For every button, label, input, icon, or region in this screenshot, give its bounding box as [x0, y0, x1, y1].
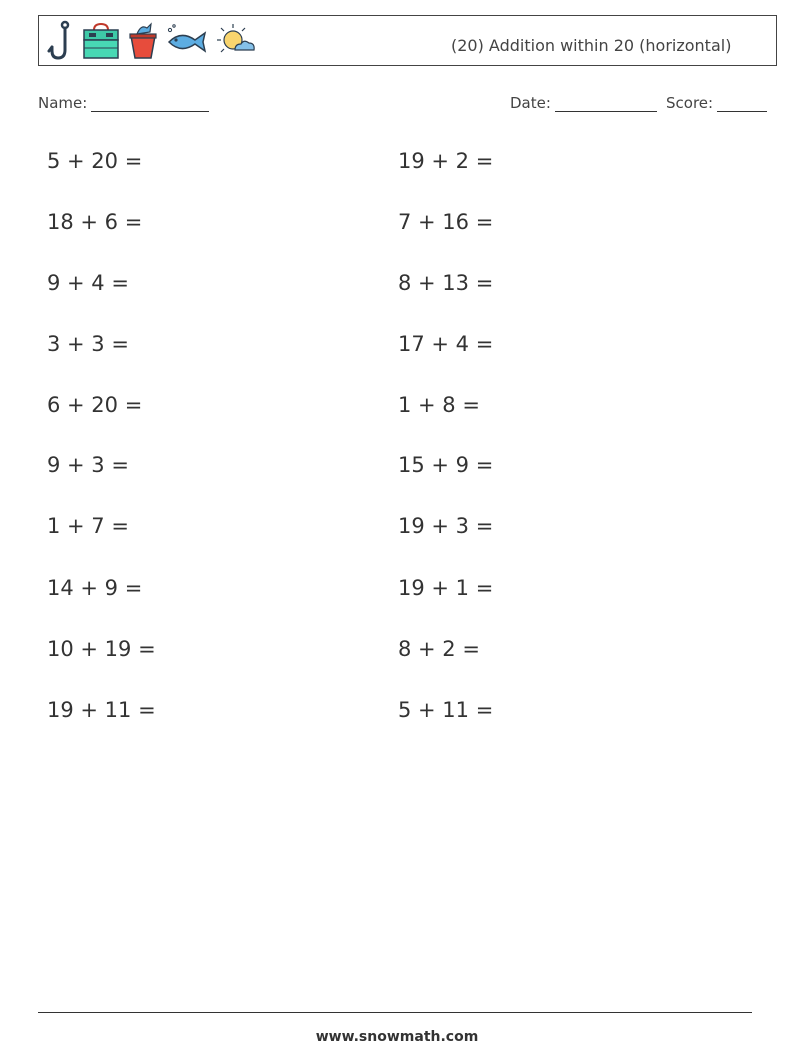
- problem-left: 5 + 20 =: [47, 149, 143, 173]
- problem-left: 6 + 20 =: [47, 393, 143, 417]
- name-blank-line: [91, 96, 209, 112]
- problem-left: 18 + 6 =: [47, 210, 143, 234]
- fish-icon: [165, 20, 209, 62]
- header-icons: [47, 20, 257, 62]
- tackle-box-icon: [81, 20, 121, 62]
- fish-hook-icon: [47, 20, 77, 62]
- score-field: [666, 94, 767, 112]
- problem-right: 19 + 3 =: [398, 514, 494, 538]
- date-label: Date:: [510, 94, 551, 112]
- problem-right: 8 + 13 =: [398, 271, 494, 295]
- problem-right: 15 + 9 =: [398, 453, 494, 477]
- problem-left: 9 + 4 =: [47, 271, 129, 295]
- score-label: Score:: [666, 94, 714, 112]
- score-blank-line: [717, 96, 767, 112]
- problem-right: 8 + 2 =: [398, 637, 480, 661]
- footer-url: www.snowmath.com: [315, 1029, 479, 1045]
- name-label: Name:: [38, 94, 88, 112]
- problem-left: 9 + 3 =: [47, 453, 129, 477]
- problem-left: 1 + 7 =: [47, 514, 129, 538]
- problem-left: 3 + 3 =: [47, 332, 129, 356]
- problem-right: 7 + 16 =: [398, 210, 494, 234]
- problem-right: 19 + 1 =: [398, 576, 494, 600]
- name-field: [38, 94, 209, 112]
- bait-bucket-icon: [125, 20, 161, 62]
- problem-right: 17 + 4 =: [398, 332, 494, 356]
- problem-left: 19 + 11 =: [47, 698, 156, 722]
- date-field: [510, 94, 657, 112]
- footer-divider: [38, 1012, 752, 1013]
- date-blank-line: [555, 96, 657, 112]
- problem-right: 5 + 11 =: [398, 698, 494, 722]
- problem-right: 1 + 8 =: [398, 393, 480, 417]
- problem-right: 19 + 2 =: [398, 149, 494, 173]
- worksheet-header: [38, 15, 777, 66]
- worksheet-title: (20) Addition within 20 (horizontal): [451, 36, 732, 55]
- sun-cloud-icon: [213, 20, 257, 62]
- problem-left: 10 + 19 =: [47, 637, 156, 661]
- problem-left: 14 + 9 =: [47, 576, 143, 600]
